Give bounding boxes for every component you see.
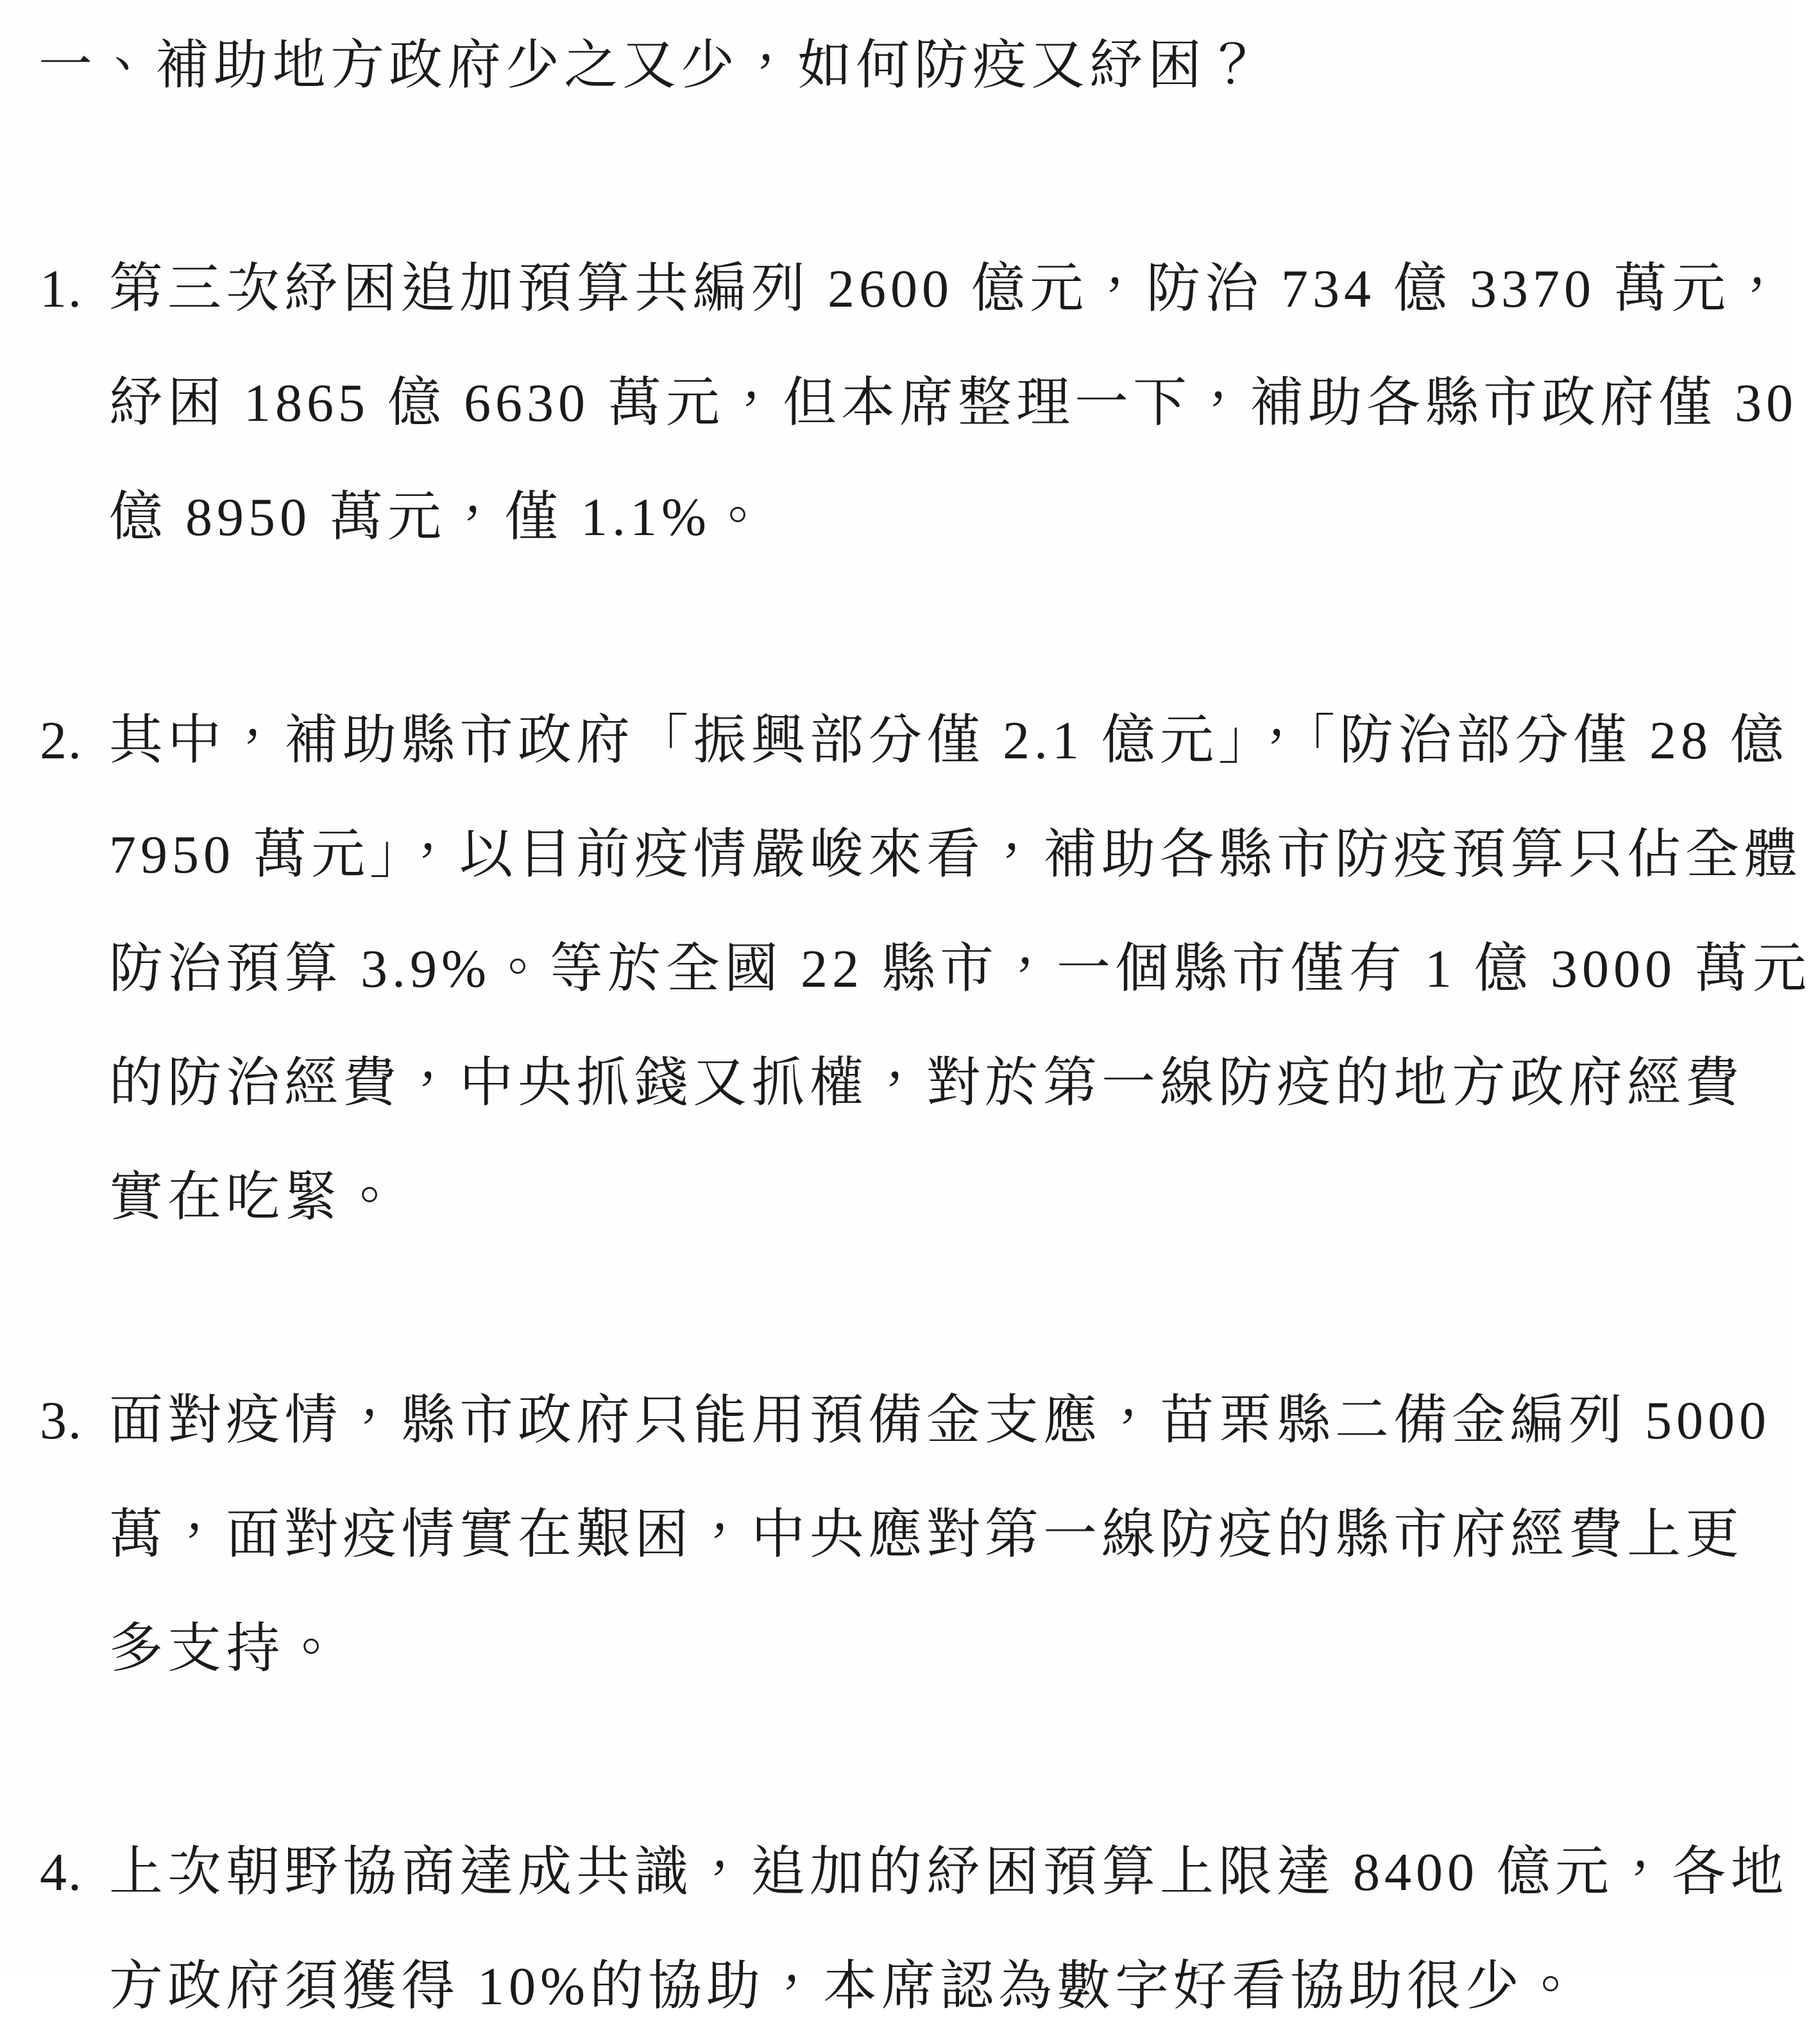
text-line: 萬，面對疫情實在艱困，中央應對第一線防疫的縣市府經費上更	[109, 1505, 1744, 1565]
list-item-2	[38, 684, 1811, 1255]
text-line: 方政府須獲得 10%的協助，本席認為數字好看協助很少。	[109, 1957, 1582, 2016]
text-line: 的防治經費，中央抓錢又抓權，對於第一線防疫的地方政府經費	[109, 1053, 1744, 1113]
item-number: 4.	[40, 1843, 83, 1902]
list-item-4	[38, 1816, 1789, 2044]
text-line: 實在吃緊。	[109, 1168, 402, 1227]
item-number: 3.	[40, 1391, 83, 1451]
text-line: 上次朝野協商達成共識，追加的紓困預算上限達 8400 億元，各地	[109, 1843, 1789, 1902]
text-line: 面對疫情，縣市政府只能用預備金支應，苗栗縣二備金編列 5000	[109, 1391, 1771, 1451]
text-line: 億 8950 萬元，僅 1.1%。	[109, 488, 769, 547]
text-line: 紓困 1865 億 6630 萬元，但本席整理一下，補助各縣市政府僅 30	[109, 373, 1798, 433]
text-line: 其中，補助縣市政府「振興部分僅 2.1 億元」，「防治部分僅 28 億	[109, 711, 1789, 771]
text-line: 7950 萬元」，以目前疫情嚴峻來看，補助各縣市防疫預算只佔全體	[109, 825, 1803, 885]
text-line: 多支持。	[109, 1619, 343, 1679]
list-item-1	[38, 232, 1798, 575]
text-line: 防治預算 3.9%。等於全國 22 縣市，一個縣市僅有 1 億 3000 萬元	[109, 939, 1811, 999]
text-line: 第三次紓困追加預算共編列 2600 億元，防治 734 億 3370 萬元，	[109, 259, 1789, 319]
list-item-3	[38, 1364, 1773, 1707]
section-heading: 一、補助地方政府少之又少，如何防疫又紓困？	[38, 36, 1265, 96]
item-number: 2.	[40, 711, 83, 771]
item-number: 1.	[40, 259, 83, 319]
